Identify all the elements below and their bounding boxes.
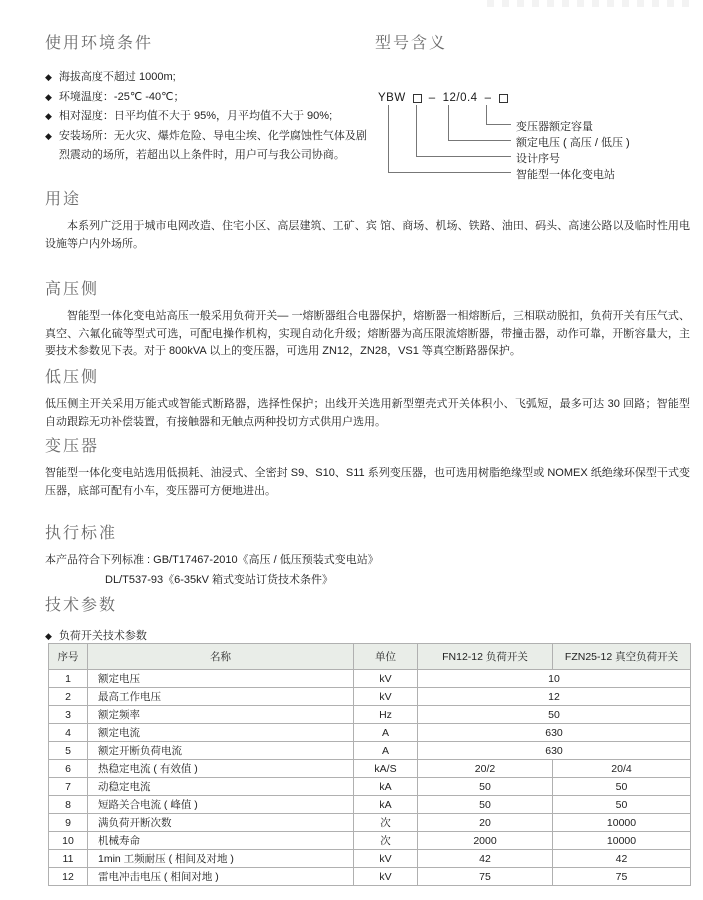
row-value: 10000 [553,814,691,832]
row-name: 最高工作电压 [88,688,354,706]
row-value: 20/4 [553,760,691,778]
row-unit: kA [354,796,418,814]
row-value: 42 [418,850,553,868]
row-unit: kA/S [354,760,418,778]
section-title-model: 型号含义 [375,35,448,52]
section-title-high-voltage: 高压侧 [45,281,100,298]
placeholder-box-icon [499,94,508,103]
table-body [49,670,691,886]
table-row [49,832,691,850]
row-number: 12 [49,868,88,886]
table-header-row [49,644,691,670]
table-row [49,706,691,724]
section-environment-conditions [45,30,367,166]
row-value: 2000 [418,832,553,850]
row-unit: 次 [354,832,418,850]
diamond-bullet-icon: ◆ [45,130,52,141]
diamond-bullet-icon: ◆ [45,72,52,82]
row-number: 3 [49,706,88,724]
row-unit: kV [354,868,418,886]
row-value: 42 [553,850,691,868]
row-name: 动稳定电流 [88,778,354,796]
row-number: 2 [49,688,88,706]
row-name: 短路关合电流 ( 峰值 ) [88,796,354,814]
row-number: 6 [49,760,88,778]
column-header-unit: 单位 [354,644,418,670]
row-unit: kA [354,778,418,796]
row-value: 50 [418,778,553,796]
scan-edge-artifact [487,0,695,7]
row-unit: kV [354,670,418,688]
model-code-prefix: YBW [378,92,406,104]
section-transformer [45,433,690,500]
column-header-fn12: FN12-12 负荷开关 [418,644,553,670]
row-unit: kV [354,688,418,706]
row-unit: 次 [354,814,418,832]
column-header-name: 名称 [88,644,354,670]
model-label-capacity: 变压器额定容量 [516,121,593,133]
list-item [45,88,367,108]
standards-line-2: DL/T537-93《6-35kV 箱式变站订货技术条件》 [105,573,333,586]
table-row [49,850,691,868]
condition-text: 安装场所：无火灾、爆炸危险、导电尘埃、化学腐蚀性气体及剧烈震动的场所，若超出以上条件时，用户可与我公司协商。 [58,129,367,161]
table-row [49,760,691,778]
connector-line [486,105,511,125]
row-name: 机械寿命 [88,832,354,850]
row-number: 1 [49,670,88,688]
row-value: 50 [553,778,691,796]
diamond-bullet-icon: ◆ [45,631,52,641]
section-low-voltage [45,364,690,431]
row-unit: Hz [354,706,418,724]
model-code-line [378,92,508,104]
model-label-voltage: 额定电压 ( 高压 / 低压 ) [516,137,630,149]
model-code-voltage: 12/0.4 [442,92,478,104]
row-value-merged: 630 [418,742,691,760]
high-voltage-paragraph: 智能型一体化变电站高压一般采用负荷开关— 一熔断器组合电器保护，熔断器一相熔断后，三相联动脱扣，负荷开关有压气式、真空、六氟化硫等型式可选，可配电操作机构，实现自动化升级；熔断器为高压限流熔断器，带撞击器，动作可靠，开断容量大，主要技术参数见下表。对于 800kVA 以上的变压器，可选用 ZN12，ZN28，VS1 等真空断路器保护。 [45,310,690,357]
table-row [49,868,691,886]
row-number: 10 [49,832,88,850]
table-row [49,670,691,688]
model-label-station: 智能型一体化变电站 [516,169,615,181]
row-number: 7 [49,778,88,796]
table-caption-text: 负荷开关技术参数 [58,630,147,642]
row-unit: kV [354,850,418,868]
row-number: 9 [49,814,88,832]
section-title-environment: 使用环境条件 [45,35,154,52]
row-name: 雷电冲击电压 ( 相间对地 ) [88,868,354,886]
row-number: 11 [49,850,88,868]
row-value: 20 [418,814,553,832]
condition-text: 环境温度：-25℃ -40℃； [58,90,185,103]
table-row [49,724,691,742]
row-value: 50 [418,796,553,814]
table-row [49,814,691,832]
section-high-voltage [45,276,690,361]
model-label-serial: 设计序号 [516,153,560,165]
diamond-bullet-icon: ◆ [45,111,52,121]
row-value-merged: 50 [418,706,691,724]
row-value: 75 [418,868,553,886]
section-standards [45,520,690,589]
section-title-usage: 用途 [45,191,82,208]
list-item [45,127,367,166]
row-value: 10000 [553,832,691,850]
row-value: 50 [553,796,691,814]
load-switch-parameters-table [48,643,691,886]
table-row [49,688,691,706]
table-row [49,796,691,814]
usage-paragraph: 本系列广泛用于城市电网改造、住宅小区、高层建筑、工矿、宾 馆、商场、机场、铁路、油田、码头、高速公路以及临时性用电设施等户内外场所。 [45,220,690,250]
row-unit: A [354,724,418,742]
column-header-fzn25: FZN25-12 真空负荷开关 [553,644,691,670]
section-title-low-voltage: 低压侧 [45,369,100,386]
section-technical-parameters [45,592,690,883]
row-value-merged: 10 [418,670,691,688]
list-item [45,68,367,88]
column-header-no: 序号 [49,644,88,670]
row-name: 额定频率 [88,706,354,724]
row-value-merged: 12 [418,688,691,706]
condition-text: 相对湿度：日平均值不大于 95%，月平均值不大于 90%; [58,110,333,122]
row-name: 额定电压 [88,670,354,688]
row-number: 5 [49,742,88,760]
model-code-dash: – [484,92,492,104]
row-name: 1min 工频耐压 ( 相间及对地 ) [88,850,354,868]
environment-conditions-list [45,68,367,166]
placeholder-box-icon [413,94,422,103]
row-number: 8 [49,796,88,814]
section-model-meaning [375,30,697,195]
list-item [45,107,367,127]
standards-line-1: 本产品符合下列标准 : GB/T17467-2010《高压 / 低压预装式变电站》 [45,554,379,566]
row-unit: A [354,742,418,760]
transformer-paragraph: 智能型一体化变电站选用低损耗、油浸式、全密封 S9、S10、S11 系列变压器，也可选用树脂绝缘型或 NOMEX 纸绝缘环保型干式变压器，底部可配有小车，变压器可方便地进出。 [45,467,690,497]
low-voltage-paragraph: 低压侧主开关采用万能式或智能式断路器，选择性保护；出线开关选用新型塑壳式开关体积小、飞弧短，最多可达 30 回路；智能型自动跟踪无功补偿装置，有接触器和无触点两种投切方式供用户选用。 [45,398,690,428]
section-title-technical-parameters: 技术参数 [45,597,118,614]
row-value: 20/2 [418,760,553,778]
row-value-merged: 630 [418,724,691,742]
row-number: 4 [49,724,88,742]
table-row [49,778,691,796]
row-name: 额定开断负荷电流 [88,742,354,760]
row-name: 额定电流 [88,724,354,742]
table-row [49,742,691,760]
model-code-dash: – [428,92,436,104]
section-title-transformer: 变压器 [45,438,100,455]
section-title-standards: 执行标准 [45,525,118,542]
diamond-bullet-icon: ◆ [45,91,52,102]
row-value: 75 [553,868,691,886]
row-name: 热稳定电流 ( 有效值 ) [88,760,354,778]
condition-text: 海拔高度不超过 1000m; [58,71,176,83]
row-name: 满负荷开断次数 [88,814,354,832]
section-usage [45,186,690,253]
